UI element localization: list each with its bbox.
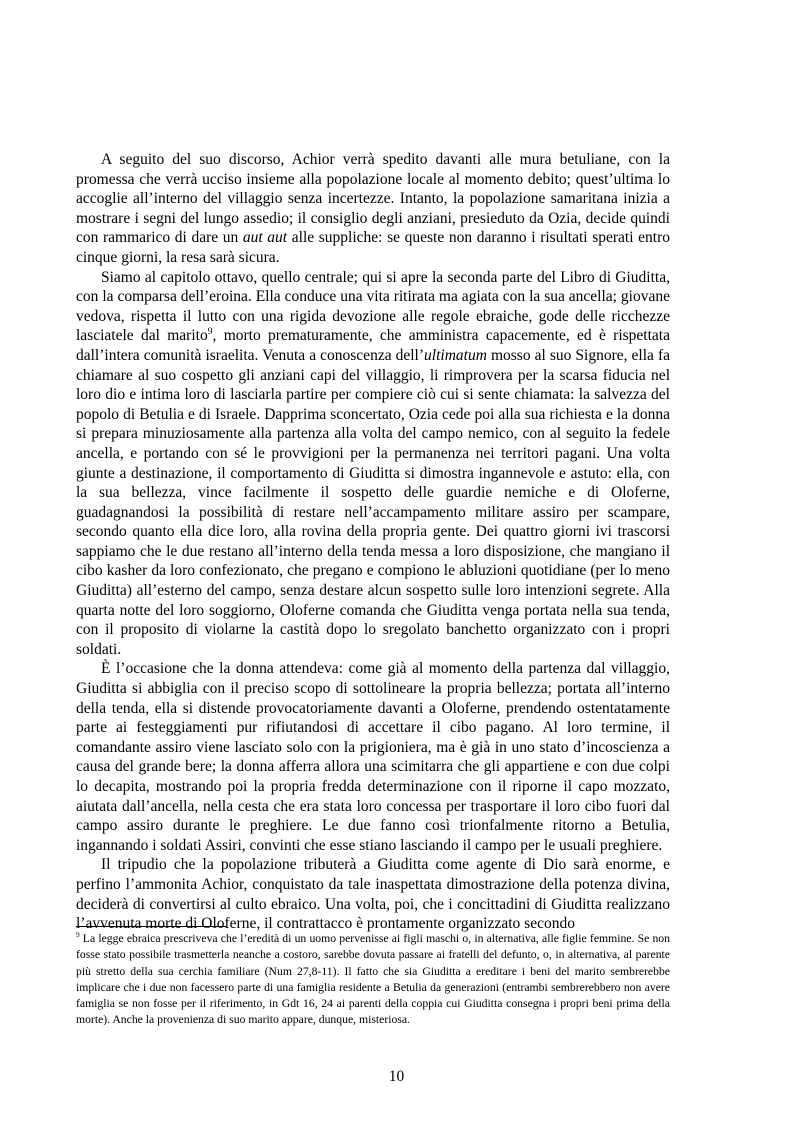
text-run: , morto prematuramente, che amministra capacemente, ed è rispettata dall’intera comunità israelita. Venuta a conoscenza dell’ — [76, 327, 670, 364]
italic-run: ultimatum — [424, 346, 487, 364]
text-run: Il tripudio che la popolazione tributerà a Giuditta come agente di Dio sarà enorme, e perfino l’ammonita Achior, conquistato da tale inaspettata dimostrazione della potenza divina, deciderà di convertirsi al culto ebraico. Una volta, poi, che i concittadini di Giuditta realizzano l’avvenuta morte di Oloferne, il contrattacco è prontamente organizzato secondo — [76, 856, 670, 933]
paragraph-3 — [76, 659, 670, 855]
paragraph-2 — [76, 268, 670, 660]
footnote-text: La legge ebraica prescriveva che l’eredità di un uomo pervenisse ai figli maschi o, in alternativa, alle figlie femmine. Se non fosse stato possibile trasmetterla neanche a costoro, sarebbe dovuta passare ai fratelli del defunto, o, in alternativa, al parente più stretto della sua cerchia familiare (Num 27,8-11). Il fatto che sia Giuditta a ereditare i beni del marito sembrerebbe implicare che i due non facessero parte di una famiglia residente a Betulia da generazioni (entrambi sembrerebbero non avere famiglia se non fosse per il riferimento, in Gdt 16, 24 ai parenti della coppia cui Giuditta consegna i propri beni prima della morte). Anche la provenienza di suo marito appare, dunque, misteriosa. — [76, 932, 670, 1027]
italic-run: aut aut — [242, 229, 288, 247]
footnote-marker: 9 — [76, 931, 80, 940]
footnote-separator — [76, 926, 226, 927]
footnote-reference[interactable]: 9 — [207, 326, 213, 338]
page-number: 10 — [388, 1068, 405, 1085]
text-run: alle suppliche: se queste non daranno i risultati sperati entro cinque giorni, la resa sarà sicura. — [76, 229, 670, 266]
text-run: È l’occasione che la donna attendeva: come già al momento della partenza dal villaggio, Giuditta si abbiglia con il preciso scopo di sottolineare la propria bellezza; portata all’interno della tenda, ella si distende provocatoriamente davanti a Oloferne, prendendo ostentatamente parte ai festeggiamenti pur rifiutandosi di accettare il cibo pagano. Al loro termine, il comandante assiro viene lasciato solo con la prigioniera, ma è già in uno stato d’incoscienza a causa del grande bere; la donna afferra allora una scimitarra che gli appartiene e con due colpi lo decapita, mostrando poi la propria fredda determinazione con il riporne il capo mozzato, aiutata dall’ancella, nella cesta che era stata loro concessa per trasportare il loro cibo fuori dal campo assiro durante le preghiere. Le due fanno così trionfalmente ritorno a Betulia, ingannando i soldati Assiri, convinti che esse stiano lasciando il campo per le usuali preghiere. — [76, 660, 670, 854]
paragraph-4 — [76, 855, 670, 933]
body-text — [76, 150, 670, 934]
text-run: A seguito del suo discorso, Achior verrà spedito davanti alle mura betuliane, con la promessa che verrà ucciso insieme alla popolazione locale al momento debito; quest’ultima lo accoglie all’interno del villaggio senza incertezze. Intanto, la popolazione samaritana inizia a mostrare i segni del lungo assedio; il consiglio degli anziani, presieduto da Ozia, decide quindi con rammarico di dare un — [76, 151, 670, 247]
text-run: Siamo al capitolo ottavo, quello centrale; qui si apre la seconda parte del Libro di Giuditta, con la comparsa dell’eroina. Ella conduce una vita ritirata ma agiata con la sua ancella; giovane vedova, rispetta il lutto con una rigida devozione alle regole ebraiche, gode delle ricchezze lasciatele dal marito — [76, 268, 670, 345]
text-run: mosso al suo Signore, ella fa chiamare al suo cospetto gli anziani capi del villaggio, li rimprovera per la scarsa fiducia nel loro dio e intima loro di lasciarla partire per compiere ciò cui si sente chiamata: la salvezza del popolo di Betulia e di Israele. Dapprima sconcertato, Ozia cede poi alla sua richiesta e la donna si prepara minuziosamente alla partenza alla volta del campo nemico, con al seguito la fedele ancella, e portando con sé le provvigioni per la permanenza nei territori pagani. Una volta giunte a destinazione, il comportamento di Giuditta si dimostra ingannevole e astuto: ella, con la sua bellezza, vince facilmente il sospetto delle guardie nemiche e di Oloferne, guadagnandosi la possibilità di restare nell’accampamento militare assiro per scampare, secondo quanto ella dice loro, alla rovina della propria gente. Dei quattro giorni ivi trascorsi sappiamo che le due restano all’interno della tenda messa a loro disposizione, che mangiano il cibo kasher da loro confezionato, che pregano e compiono le abluzioni quotidiane (per lo meno Giuditta) all’esterno del campo, senza destare alcun sospetto sulle loro intenzioni segrete. Alla quarta notte del loro soggiorno, Oloferne comanda che Giuditta venga portata nella sua tenda, con il proposito di violarne la castità dopo lo sregolato banchetto organizzato con i propri soldati. — [76, 346, 670, 658]
footnote-9 — [76, 931, 670, 1029]
paragraph-1 — [76, 150, 670, 268]
footnotes — [76, 931, 670, 1029]
